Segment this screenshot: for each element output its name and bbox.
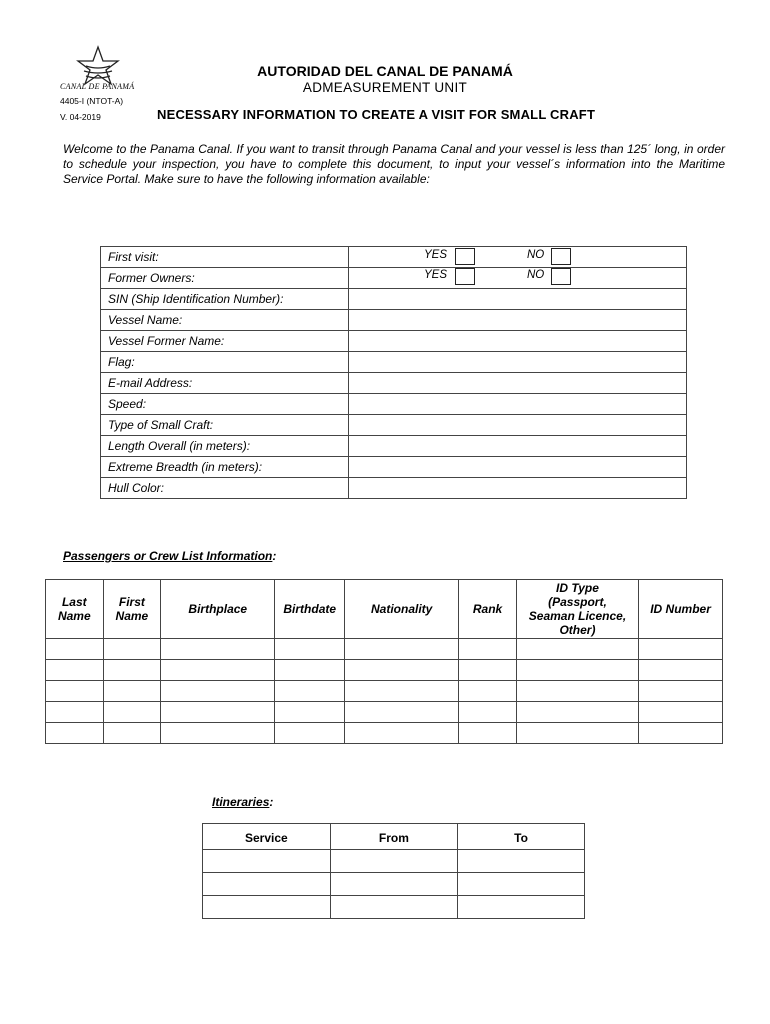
col-first-name-line1: First: [118, 595, 145, 609]
crew-row: [46, 639, 723, 660]
extreme-breadth-field[interactable]: [349, 457, 687, 478]
first-visit-label: First visit:: [101, 247, 349, 268]
itinerary-row: [203, 850, 585, 873]
itinerary-section-title-colon: :: [269, 795, 274, 809]
vessel-name-label: Vessel Name:: [101, 310, 349, 331]
form-row-vessel-former-name: [101, 331, 687, 352]
document-title: AUTORIDAD DEL CANAL DE PANAMÁ: [257, 63, 513, 79]
former-owners-field: [349, 268, 687, 289]
itinerary-header-row: [203, 824, 585, 850]
col-to: To: [458, 824, 585, 850]
itinerary-section-title: [212, 795, 273, 809]
crew-section-title: [63, 549, 276, 563]
speed-field[interactable]: [349, 394, 687, 415]
sin-field[interactable]: [349, 289, 687, 310]
form-row-first-visit: [101, 247, 687, 268]
email-label: E-mail Address:: [101, 373, 349, 394]
length-overall-label: Length Overall (in meters):: [101, 436, 349, 457]
craft-type-field[interactable]: [349, 415, 687, 436]
col-rank: Rank: [459, 580, 517, 639]
itinerary-table: [202, 823, 585, 919]
itinerary-row: [203, 896, 585, 919]
col-last-name-line1: Last: [61, 595, 87, 609]
col-birthplace: Birthplace: [161, 580, 275, 639]
itinerary-row: [203, 873, 585, 896]
vessel-name-field[interactable]: [349, 310, 687, 331]
hull-color-field[interactable]: [349, 478, 687, 499]
document-subtitle: ADMEASUREMENT UNIT: [302, 80, 468, 95]
crew-list-table: [45, 579, 723, 744]
extreme-breadth-label: Extreme Breadth (in meters):: [101, 457, 349, 478]
col-service: Service: [203, 824, 331, 850]
form-version: V. 04-2019: [60, 112, 101, 122]
length-overall-field[interactable]: [349, 436, 687, 457]
col-id-type-line3: Seaman Licence,: [528, 609, 627, 623]
form-row-speed: [101, 394, 687, 415]
first-visit-field: [349, 247, 687, 268]
col-id-type-line1: ID Type: [556, 581, 599, 595]
col-from: From: [330, 824, 457, 850]
form-code: 4405-I (NTOT-A): [60, 96, 124, 106]
form-row-length-overall: [101, 436, 687, 457]
form-row-extreme-breadth: [101, 457, 687, 478]
flag-label: Flag:: [101, 352, 349, 373]
col-birthdate: Birthdate: [275, 580, 345, 639]
col-first-name-line2: Name: [115, 609, 149, 623]
former-owners-no-label: NO: [527, 269, 545, 281]
form-row-email: [101, 373, 687, 394]
flag-field[interactable]: [349, 352, 687, 373]
crew-header-row: [46, 580, 723, 639]
craft-type-label: Type of Small Craft:: [101, 415, 349, 436]
vessel-former-name-label: Vessel Former Name:: [101, 331, 349, 352]
form-row-craft-type: [101, 415, 687, 436]
former-owners-label: Former Owners:: [101, 268, 349, 289]
crew-row: [46, 660, 723, 681]
former-owners-yes-checkbox[interactable]: [455, 268, 475, 285]
col-nationality: Nationality: [345, 580, 459, 639]
form-row-hull-color: [101, 478, 687, 499]
intro-paragraph: Welcome to the Panama Canal. If you want to transit through Panama Canal and your vessel is less than 125´ long, in order to schedule your inspection, you have to complete this document, to input your vessel´s information into the Maritime Service Portal. Make sure to have the following information available:: [63, 142, 725, 186]
document-heading: NECESSARY INFORMATION TO CREATE A VISIT FOR SMALL CRAFT: [157, 107, 596, 122]
sin-label: SIN (Ship Identification Number):: [101, 289, 349, 310]
first-visit-no-checkbox[interactable]: [551, 248, 571, 265]
col-last-name-line2: Name: [57, 609, 91, 623]
form-row-vessel-name: [101, 310, 687, 331]
crew-row: [46, 702, 723, 723]
logo-caption: CANAL DE PANAMÁ: [60, 82, 135, 91]
col-last-name: [46, 580, 104, 639]
vessel-info-table: [100, 246, 687, 499]
first-visit-yes-checkbox[interactable]: [455, 248, 475, 265]
email-field[interactable]: [349, 373, 687, 394]
former-owners-no-checkbox[interactable]: [551, 268, 571, 285]
first-visit-yes-label: YES: [424, 249, 448, 261]
first-visit-no-label: NO: [527, 249, 545, 261]
col-id-number: ID Number: [639, 580, 723, 639]
col-id-type: [516, 580, 638, 639]
speed-label: Speed:: [101, 394, 349, 415]
itinerary-section-title-text: Itineraries: [212, 795, 270, 809]
form-row-former-owners: [101, 268, 687, 289]
crew-row: [46, 723, 723, 744]
col-first-name: [103, 580, 161, 639]
hull-color-label: Hull Color:: [101, 478, 349, 499]
form-row-sin: [101, 289, 687, 310]
col-id-type-line4: Other): [559, 623, 596, 637]
form-row-flag: [101, 352, 687, 373]
crew-section-title-colon: :: [272, 549, 277, 563]
former-owners-yes-label: YES: [424, 269, 448, 281]
col-id-type-line2: (Passport,: [548, 595, 607, 609]
vessel-former-name-field[interactable]: [349, 331, 687, 352]
crew-row: [46, 681, 723, 702]
crew-section-title-text: Passengers or Crew List Information: [63, 549, 273, 563]
